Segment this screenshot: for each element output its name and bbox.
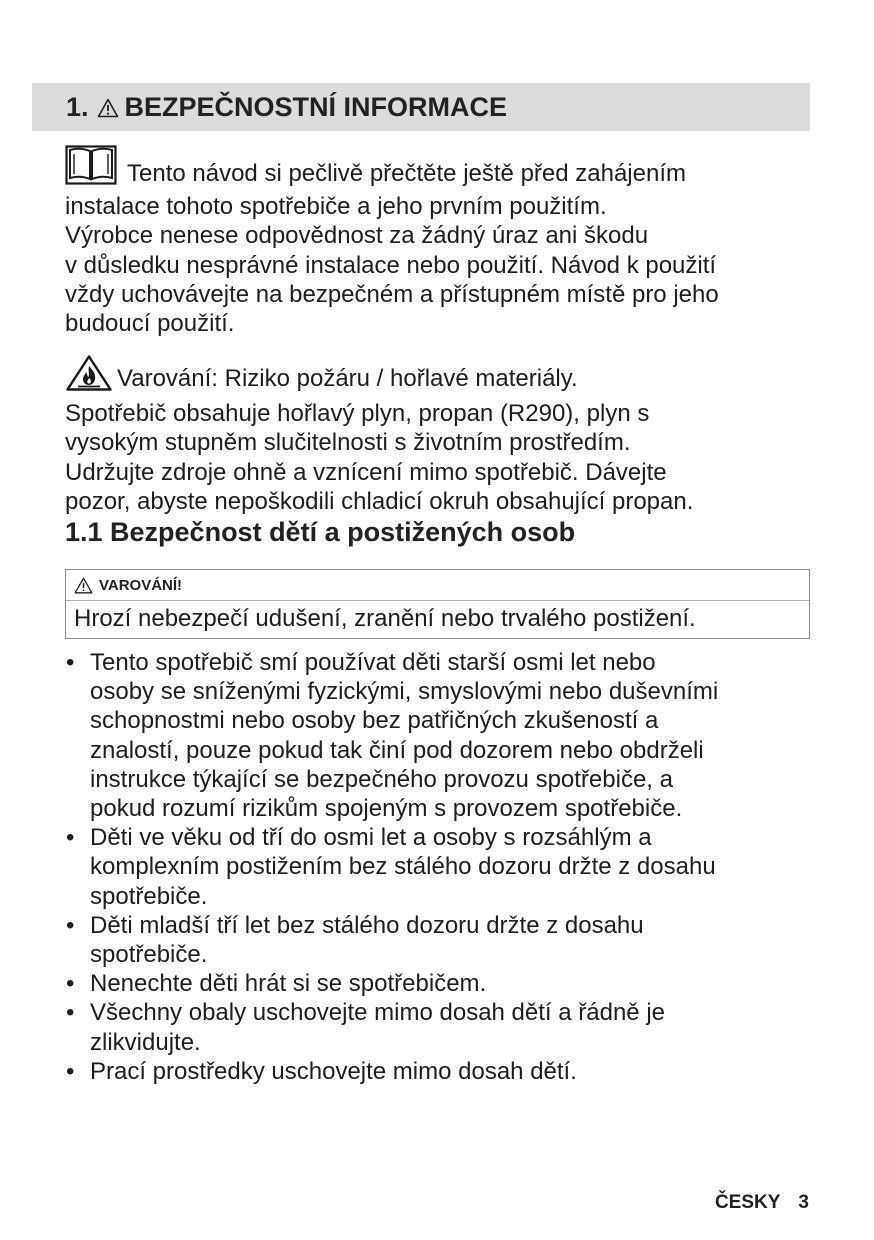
flammable-warning-icon (65, 354, 113, 399)
footer-language: ČESKY (714, 1192, 781, 1213)
warning-box (65, 569, 810, 639)
intro-line-6: budoucí použití. (65, 310, 235, 338)
bullet-list (65, 648, 825, 1086)
section-number: 1. (66, 91, 89, 122)
section-header (32, 83, 810, 131)
list-item: • Nenechte děti hrát si se spotřebičem. (66, 970, 487, 998)
fire-warning-line-1: Varování: Riziko požáru / hořlavé materiály. (65, 354, 825, 399)
intro-line-4: v důsledku nesprávné instalace nebo použití. Návod k použití (65, 251, 717, 279)
intro-line-2: instalace tohoto spotřebiče a jeho prvním použitím. (65, 193, 607, 221)
intro-paragraph (65, 145, 825, 338)
list-item: • Děti mladší tří let bez stálého dozoru držte z dosahu spotřebiče. (66, 911, 644, 969)
warning-box-label: VAROVÁNÍ! (99, 576, 183, 594)
intro-line-3: Výrobce nenese odpovědnost za žádný úraz ani škodu (65, 222, 649, 250)
warning-triangle-icon (97, 94, 119, 125)
fire-warning-line-5: pozor, abyste nepoškodili chladicí okruh obsahující propan. (65, 487, 694, 515)
page-footer (715, 1192, 809, 1214)
fire-warning-line-4: Udržujte zdroje ohně a vznícení mimo spotřebič. Dávejte (65, 458, 667, 486)
list-item: • Tento spotřebič smí používat děti starší osmi let nebo osoby se sníženými fyzickými, smyslovými nebo duševními schopnostmi nebo osoby bez patřičných zkušeností a znalostí, pouze pokud tak činí pod dozorem nebo obdrželi instrukce týkající se bezpečného provozu spotřebiče, a pokud rozumí rizikům spojeným s provozem spotřebiče. (66, 649, 719, 823)
fire-warning-line-2: Spotřebič obsahuje hořlavý plyn, propan (R290), plyn s (65, 400, 650, 428)
book-icon (65, 145, 117, 192)
fire-warning-line-3: vysokým stupněm slučitelnosti s životním prostředím. (65, 429, 631, 457)
fire-warning-paragraph (65, 354, 825, 516)
page-number: 3 (798, 1192, 809, 1213)
bullet-mark: • (66, 824, 75, 852)
intro-line-5: vždy uchovávejte na bezpečném a přístupném místě pro jeho (65, 280, 719, 308)
bullet-mark: • (66, 649, 75, 676)
subsection-title: 1.1 Bezpečnost dětí a postižených osob (65, 517, 576, 547)
bullet-mark: • (66, 970, 75, 998)
bullet-mark: • (66, 999, 75, 1027)
bullet-mark: • (66, 1057, 75, 1085)
intro-line-1: Tento návod si pečlivě přečtěte ještě před zahájením (65, 145, 825, 192)
warning-box-header (66, 570, 809, 601)
section-title: BEZPEČNOSTNÍ INFORMACE (124, 91, 508, 122)
list-item: • Děti ve věku od tří do osmi let a osoby s rozsáhlým a komplexním postižením bez stálého dozoru držte z dosahu spotřebiče. (66, 824, 716, 910)
list-item: • Prací prostředky uschovejte mimo dosah dětí. (66, 1057, 577, 1085)
warning-triangle-icon (74, 577, 93, 594)
warning-box-text: Hrozí nebezpečí udušení, zranění nebo trvalého postižení. (74, 605, 696, 632)
list-item: • Všechny obaly uschovejte mimo dosah dětí a řádně je zlikvidujte. (66, 999, 666, 1056)
bullet-mark: • (66, 911, 75, 939)
